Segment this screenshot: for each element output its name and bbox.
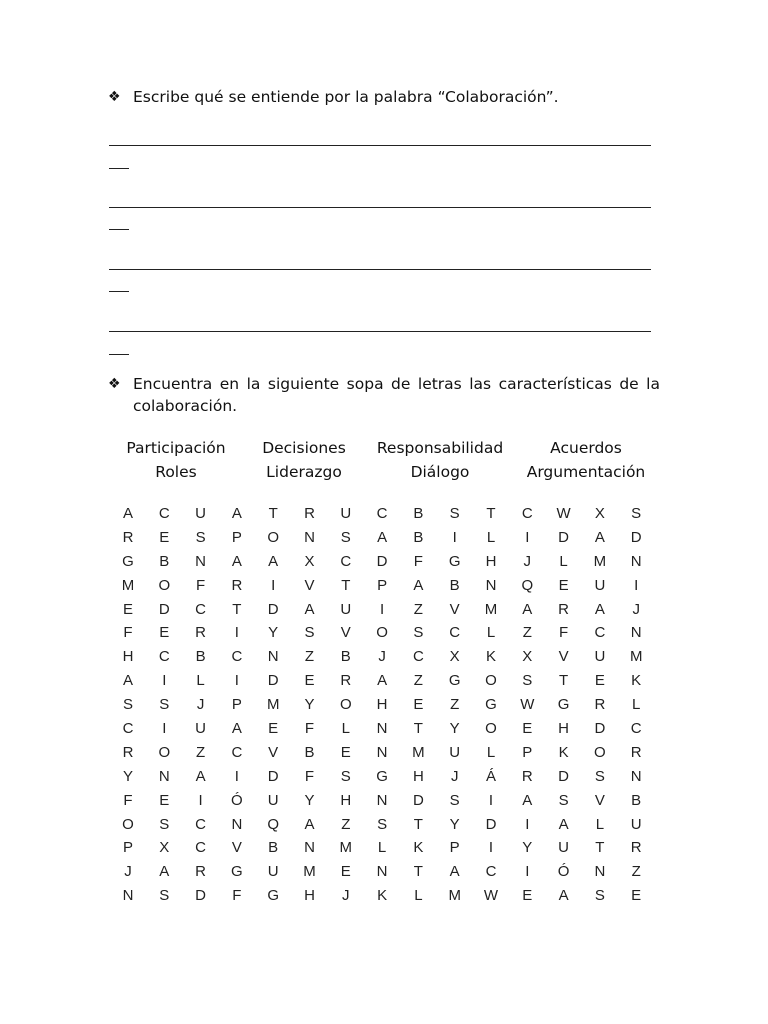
grid-letter[interactable]: S bbox=[340, 767, 351, 785]
grid-letter[interactable]: A bbox=[594, 600, 605, 618]
grid-letter[interactable]: P bbox=[449, 839, 460, 857]
grid-letter[interactable]: Z bbox=[413, 600, 423, 618]
grid-letter[interactable]: S bbox=[413, 624, 424, 642]
grid-letter[interactable]: O bbox=[594, 743, 606, 761]
grid-letter[interactable]: O bbox=[267, 528, 280, 546]
grid-row bbox=[110, 693, 660, 717]
grid-letter[interactable]: J bbox=[124, 863, 132, 881]
grid-letter[interactable]: G bbox=[122, 552, 134, 570]
grid-letter[interactable]: B bbox=[304, 743, 315, 761]
grid-letter[interactable]: A bbox=[413, 576, 424, 594]
grid-letter[interactable]: X bbox=[522, 648, 533, 666]
grid-letter[interactable]: C bbox=[195, 839, 207, 857]
grid-letter[interactable]: V bbox=[304, 576, 315, 594]
grid-letter[interactable]: P bbox=[231, 696, 242, 714]
grid-letter[interactable]: T bbox=[413, 720, 423, 738]
grid-letter[interactable]: A bbox=[449, 863, 460, 881]
grid-letter[interactable]: J bbox=[523, 552, 532, 570]
grid-letter[interactable]: W bbox=[483, 887, 499, 905]
grid-letter[interactable]: Y bbox=[522, 839, 533, 857]
grid-letter[interactable]: J bbox=[378, 648, 386, 666]
grid-letter[interactable]: C bbox=[158, 505, 170, 522]
grid-letter[interactable]: I bbox=[162, 672, 167, 690]
grid-letter[interactable]: U bbox=[449, 743, 461, 761]
grid-letter[interactable]: U bbox=[340, 600, 352, 618]
grid-letter[interactable]: T bbox=[341, 576, 351, 594]
grid-letter[interactable]: S bbox=[558, 791, 569, 809]
grid-letter[interactable]: S bbox=[449, 791, 460, 809]
grid-letter[interactable]: Y bbox=[122, 767, 133, 785]
grid-letter[interactable]: K bbox=[631, 672, 642, 690]
grid-letter[interactable]: T bbox=[595, 839, 605, 857]
grid-letter[interactable]: E bbox=[159, 791, 170, 809]
grid-letter[interactable]: I bbox=[234, 624, 239, 642]
word-bank-word: Liderazgo bbox=[266, 463, 342, 481]
grid-letter[interactable]: U bbox=[594, 648, 606, 666]
diamond-bullet-icon: ❖ bbox=[108, 376, 121, 392]
grid-letter[interactable]: E bbox=[159, 528, 170, 546]
grid-letter[interactable]: A bbox=[377, 672, 388, 690]
grid-letter[interactable]: V bbox=[558, 648, 569, 666]
grid-row bbox=[110, 502, 660, 526]
grid-letter[interactable]: K bbox=[413, 839, 424, 857]
grid-letter[interactable]: D bbox=[195, 887, 207, 905]
grid-letter[interactable]: V bbox=[268, 743, 279, 761]
word-search-grid bbox=[110, 502, 660, 908]
grid-letter[interactable]: S bbox=[195, 528, 206, 546]
grid-letter[interactable]: F bbox=[196, 576, 206, 594]
grid-letter[interactable]: U bbox=[267, 791, 279, 809]
grid-letter[interactable]: R bbox=[122, 528, 134, 546]
grid-letter[interactable]: O bbox=[339, 696, 352, 714]
grid-letter[interactable]: X bbox=[594, 505, 605, 522]
grid-letter[interactable]: R bbox=[630, 743, 642, 761]
grid-letter[interactable]: I bbox=[525, 815, 530, 833]
grid-letter[interactable]: F bbox=[559, 624, 569, 642]
grid-letter[interactable]: E bbox=[122, 600, 133, 618]
grid-letter[interactable]: S bbox=[594, 887, 605, 905]
grid-letter[interactable]: B bbox=[159, 552, 170, 570]
grid-letter[interactable]: V bbox=[449, 600, 460, 618]
grid-row bbox=[110, 574, 660, 598]
grid-letter[interactable]: J bbox=[632, 600, 640, 618]
grid-letter[interactable]: R bbox=[195, 863, 207, 881]
answer-line-2[interactable] bbox=[109, 207, 651, 208]
grid-letter[interactable]: G bbox=[376, 767, 388, 785]
grid-row bbox=[110, 598, 660, 622]
grid-letter[interactable]: L bbox=[632, 696, 641, 714]
grid-row bbox=[110, 765, 660, 789]
grid-letter[interactable]: N bbox=[376, 791, 388, 809]
grid-letter[interactable]: F bbox=[232, 887, 242, 905]
grid-letter[interactable]: E bbox=[268, 720, 279, 738]
word-bank-column bbox=[360, 436, 520, 484]
grid-letter[interactable]: Y bbox=[304, 791, 315, 809]
grid-letter[interactable]: R bbox=[630, 839, 642, 857]
grid-letter[interactable]: S bbox=[377, 815, 388, 833]
grid-letter[interactable]: I bbox=[488, 791, 494, 809]
grid-letter[interactable]: N bbox=[630, 552, 642, 570]
grid-letter[interactable]: Z bbox=[450, 696, 460, 714]
grid-letter[interactable]: L bbox=[595, 815, 605, 833]
grid-letter[interactable]: D bbox=[376, 552, 388, 570]
grid-letter[interactable]: U bbox=[195, 505, 207, 522]
grid-letter[interactable]: E bbox=[304, 672, 315, 690]
grid-letter[interactable]: I bbox=[380, 600, 385, 618]
grid-letter[interactable]: D bbox=[267, 672, 279, 690]
grid-letter[interactable]: C bbox=[521, 505, 533, 522]
grid-letter[interactable]: M bbox=[266, 696, 280, 714]
grid-letter[interactable]: J bbox=[450, 767, 459, 785]
grid-letter[interactable]: I bbox=[488, 839, 494, 857]
grid-row bbox=[110, 860, 660, 884]
grid-letter[interactable]: F bbox=[413, 552, 423, 570]
grid-letter[interactable]: F bbox=[304, 720, 315, 738]
grid-letter[interactable]: B bbox=[631, 791, 642, 809]
grid-letter[interactable]: I bbox=[452, 528, 457, 546]
grid-letter[interactable]: C bbox=[158, 648, 170, 666]
grid-letter[interactable]: C bbox=[594, 624, 606, 642]
grid-letter[interactable]: V bbox=[231, 839, 242, 857]
grid-letter[interactable]: E bbox=[522, 887, 533, 905]
grid-letter[interactable]: L bbox=[341, 720, 350, 738]
grid-letter[interactable]: V bbox=[340, 624, 351, 642]
grid-letter[interactable]: W bbox=[556, 505, 571, 522]
grid-letter[interactable]: Y bbox=[268, 624, 279, 642]
grid-letter[interactable]: Z bbox=[413, 672, 423, 690]
answer-line-1[interactable] bbox=[109, 145, 651, 146]
grid-letter[interactable]: O bbox=[485, 672, 497, 690]
grid-letter[interactable]: N bbox=[122, 887, 134, 905]
grid-letter[interactable]: T bbox=[268, 505, 278, 522]
grid-letter[interactable]: G bbox=[448, 552, 461, 570]
grid-letter[interactable]: I bbox=[234, 767, 239, 785]
answer-line-3-continuation bbox=[109, 291, 129, 292]
grid-letter[interactable]: B bbox=[413, 505, 424, 522]
grid-letter[interactable]: B bbox=[340, 648, 351, 666]
grid-letter[interactable]: A bbox=[304, 815, 315, 833]
word-bank-word: Participación bbox=[126, 439, 226, 457]
diamond-bullet-icon: ❖ bbox=[108, 89, 121, 105]
grid-letter[interactable]: D bbox=[267, 767, 279, 785]
question-1 bbox=[108, 86, 668, 108]
grid-letter[interactable]: C bbox=[630, 720, 642, 738]
grid-letter[interactable]: E bbox=[522, 720, 533, 738]
grid-letter[interactable]: Z bbox=[196, 743, 206, 761]
grid-letter[interactable]: Á bbox=[485, 767, 496, 785]
grid-letter[interactable]: O bbox=[122, 815, 134, 833]
grid-letter[interactable]: Y bbox=[449, 720, 460, 738]
grid-letter[interactable]: G bbox=[485, 696, 497, 714]
grid-letter[interactable]: K bbox=[558, 743, 569, 761]
grid-letter[interactable]: A bbox=[558, 815, 569, 833]
grid-letter[interactable]: Q bbox=[267, 815, 280, 833]
grid-letter[interactable]: H bbox=[122, 648, 134, 666]
grid-row bbox=[110, 526, 660, 550]
grid-letter[interactable]: Y bbox=[449, 815, 460, 833]
grid-letter[interactable]: L bbox=[486, 528, 496, 546]
grid-letter[interactable]: A bbox=[122, 672, 133, 690]
grid-letter[interactable]: P bbox=[231, 528, 242, 546]
grid-letter[interactable]: B bbox=[413, 528, 424, 546]
grid-letter[interactable]: H bbox=[558, 720, 570, 738]
grid-letter[interactable]: Z bbox=[341, 815, 351, 833]
grid-row bbox=[110, 884, 660, 908]
grid-letter[interactable]: E bbox=[159, 624, 170, 642]
grid-letter[interactable]: C bbox=[231, 743, 243, 761]
grid-letter[interactable]: G bbox=[557, 696, 570, 714]
grid-letter[interactable]: S bbox=[340, 528, 351, 546]
grid-letter[interactable]: X bbox=[449, 648, 460, 666]
grid-letter[interactable]: B bbox=[268, 839, 279, 857]
grid-letter[interactable]: Z bbox=[631, 863, 641, 881]
grid-letter[interactable]: S bbox=[122, 696, 133, 714]
question-1-text: Escribe qué se entiende por la palabra “Colaboración”. bbox=[133, 88, 559, 106]
grid-letter[interactable]: G bbox=[231, 863, 243, 881]
grid-row bbox=[110, 645, 660, 669]
grid-letter[interactable]: M bbox=[448, 887, 461, 905]
grid-letter[interactable]: M bbox=[412, 743, 425, 761]
grid-letter[interactable]: F bbox=[123, 624, 133, 642]
grid-letter[interactable]: C bbox=[412, 648, 424, 666]
grid-letter[interactable]: C bbox=[485, 863, 497, 881]
grid-letter[interactable]: R bbox=[558, 600, 570, 618]
grid-letter[interactable]: J bbox=[196, 696, 205, 714]
grid-letter[interactable]: I bbox=[198, 791, 203, 809]
grid-letter[interactable]: N bbox=[231, 815, 243, 833]
grid-letter[interactable]: F bbox=[123, 791, 133, 809]
grid-letter[interactable]: R bbox=[521, 767, 533, 785]
grid-row bbox=[110, 813, 660, 837]
grid-letter[interactable]: M bbox=[303, 863, 316, 881]
grid-letter[interactable]: U bbox=[630, 815, 642, 833]
grid-letter[interactable]: T bbox=[232, 600, 242, 618]
grid-letter[interactable]: D bbox=[558, 528, 570, 546]
grid-letter[interactable]: E bbox=[340, 863, 351, 881]
grid-letter[interactable]: T bbox=[486, 505, 496, 522]
grid-letter[interactable]: X bbox=[159, 839, 170, 857]
grid-letter[interactable]: C bbox=[122, 720, 134, 738]
grid-letter[interactable]: Z bbox=[522, 624, 532, 642]
grid-letter[interactable]: A bbox=[122, 505, 133, 522]
grid-letter[interactable]: K bbox=[377, 887, 388, 905]
grid-letter[interactable]: L bbox=[486, 624, 496, 642]
grid-letter[interactable]: J bbox=[342, 887, 350, 905]
grid-letter[interactable]: O bbox=[158, 743, 171, 761]
grid-row bbox=[110, 669, 660, 693]
grid-letter[interactable]: M bbox=[484, 600, 498, 618]
grid-letter[interactable]: D bbox=[594, 720, 606, 738]
grid-letter[interactable]: L bbox=[486, 743, 496, 761]
grid-letter[interactable]: I bbox=[162, 720, 167, 738]
grid-letter[interactable]: N bbox=[376, 743, 388, 761]
grid-letter[interactable]: P bbox=[377, 576, 388, 594]
answer-line-4-continuation bbox=[109, 354, 129, 355]
question-2 bbox=[108, 373, 660, 417]
grid-letter[interactable]: P bbox=[122, 839, 133, 857]
grid-letter[interactable]: U bbox=[594, 576, 606, 594]
word-bank-word: Argumentación bbox=[526, 463, 646, 481]
grid-letter[interactable]: R bbox=[594, 696, 606, 714]
grid-letter[interactable]: Y bbox=[304, 696, 315, 714]
grid-letter[interactable]: N bbox=[267, 648, 279, 666]
grid-letter[interactable]: M bbox=[629, 648, 643, 666]
grid-letter[interactable]: M bbox=[339, 839, 353, 857]
grid-letter[interactable]: N bbox=[630, 767, 642, 785]
grid-letter[interactable]: R bbox=[340, 672, 352, 690]
grid-letter[interactable]: A bbox=[231, 720, 242, 738]
grid-letter[interactable]: I bbox=[634, 576, 639, 594]
grid-letter[interactable]: R bbox=[231, 576, 243, 594]
answer-line-2-continuation bbox=[109, 229, 129, 230]
grid-letter[interactable]: A bbox=[231, 552, 242, 570]
grid-letter[interactable]: E bbox=[631, 887, 642, 905]
grid-letter[interactable]: L bbox=[414, 887, 423, 905]
grid-letter[interactable]: V bbox=[594, 791, 605, 809]
grid-letter[interactable]: S bbox=[304, 624, 315, 642]
grid-letter[interactable]: H bbox=[412, 767, 424, 785]
grid-letter[interactable]: D bbox=[558, 767, 570, 785]
word-bank-word: Decisiones bbox=[262, 439, 346, 457]
word-bank-column bbox=[506, 436, 666, 484]
grid-letter[interactable]: H bbox=[304, 887, 315, 905]
grid-letter[interactable]: S bbox=[159, 815, 170, 833]
grid-letter[interactable]: A bbox=[522, 791, 533, 809]
grid-letter[interactable]: D bbox=[412, 791, 424, 809]
grid-letter[interactable]: N bbox=[630, 624, 642, 642]
grid-letter[interactable]: N bbox=[304, 839, 315, 857]
grid-row bbox=[110, 789, 660, 813]
grid-letter[interactable]: Ó bbox=[231, 791, 243, 809]
answer-line-4[interactable] bbox=[109, 331, 651, 332]
grid-letter[interactable]: N bbox=[304, 528, 315, 546]
grid-letter[interactable]: O bbox=[158, 576, 171, 594]
word-bank bbox=[0, 436, 768, 488]
grid-letter[interactable]: N bbox=[376, 863, 388, 881]
grid-letter[interactable]: A bbox=[594, 528, 605, 546]
grid-letter[interactable]: E bbox=[340, 743, 351, 761]
grid-letter[interactable]: N bbox=[594, 863, 606, 881]
grid-letter[interactable]: Z bbox=[304, 648, 315, 666]
grid-letter[interactable]: T bbox=[413, 863, 423, 881]
grid-letter[interactable]: P bbox=[522, 743, 533, 761]
grid-letter[interactable]: U bbox=[340, 505, 352, 522]
grid-letter[interactable]: C bbox=[195, 815, 207, 833]
grid-letter[interactable]: B bbox=[195, 648, 206, 666]
grid-row bbox=[110, 741, 660, 765]
grid-letter[interactable]: B bbox=[449, 576, 460, 594]
grid-letter[interactable]: I bbox=[234, 672, 239, 690]
grid-letter[interactable]: G bbox=[448, 672, 461, 690]
question-2-text: Encuentra en la siguiente sopa de letras las características de la colaboración. bbox=[133, 375, 660, 415]
grid-letter[interactable]: H bbox=[485, 552, 497, 570]
grid-letter[interactable]: D bbox=[267, 600, 279, 618]
grid-letter[interactable]: S bbox=[594, 767, 605, 785]
grid-letter[interactable]: A bbox=[377, 528, 388, 546]
grid-letter[interactable]: C bbox=[195, 600, 207, 618]
grid-letter[interactable]: L bbox=[377, 839, 387, 857]
grid-letter[interactable]: L bbox=[196, 672, 205, 690]
grid-letter[interactable]: A bbox=[231, 505, 242, 522]
grid-letter[interactable]: A bbox=[195, 767, 206, 785]
grid-letter[interactable]: A bbox=[304, 600, 315, 618]
grid-letter[interactable]: L bbox=[559, 552, 568, 570]
grid-letter[interactable]: E bbox=[558, 576, 569, 594]
grid-letter[interactable]: N bbox=[195, 552, 207, 570]
grid-letter[interactable]: H bbox=[376, 696, 388, 714]
grid-letter[interactable]: R bbox=[195, 624, 207, 642]
grid-letter[interactable]: Q bbox=[521, 576, 534, 594]
grid-letter[interactable]: G bbox=[267, 887, 280, 905]
grid-letter[interactable]: C bbox=[231, 648, 243, 666]
grid-letter[interactable]: F bbox=[304, 767, 315, 785]
grid-letter[interactable]: I bbox=[525, 863, 530, 881]
grid-letter[interactable]: D bbox=[485, 815, 497, 833]
grid-letter[interactable]: E bbox=[594, 672, 605, 690]
grid-letter[interactable]: A bbox=[522, 600, 533, 618]
word-bank-word: Diálogo bbox=[410, 463, 470, 481]
grid-letter[interactable]: U bbox=[195, 720, 207, 738]
grid-letter[interactable]: U bbox=[267, 863, 279, 881]
grid-letter[interactable]: H bbox=[340, 791, 352, 809]
grid-letter[interactable]: X bbox=[304, 552, 315, 570]
grid-letter[interactable]: S bbox=[522, 672, 533, 690]
grid-letter[interactable]: C bbox=[449, 624, 461, 642]
grid-letter[interactable]: N bbox=[485, 576, 497, 594]
grid-letter[interactable]: A bbox=[558, 887, 569, 905]
grid-letter[interactable]: C bbox=[376, 505, 388, 522]
grid-letter[interactable]: D bbox=[158, 600, 170, 618]
grid-letter[interactable]: U bbox=[558, 839, 570, 857]
grid-letter[interactable]: R bbox=[122, 743, 134, 761]
grid-row bbox=[110, 621, 660, 645]
grid-letter[interactable]: S bbox=[159, 887, 170, 905]
grid-letter[interactable]: N bbox=[376, 720, 388, 738]
grid-letter[interactable]: M bbox=[121, 576, 135, 594]
grid-letter[interactable]: T bbox=[413, 815, 423, 833]
answer-line-3[interactable] bbox=[109, 269, 651, 270]
grid-letter[interactable]: M bbox=[593, 552, 607, 570]
grid-letter[interactable]: S bbox=[631, 505, 642, 522]
word-bank-word: Roles bbox=[155, 463, 197, 481]
grid-letter[interactable]: C bbox=[340, 552, 352, 570]
grid-letter[interactable]: R bbox=[304, 505, 315, 522]
grid-row bbox=[110, 717, 660, 741]
grid-letter[interactable]: N bbox=[158, 767, 170, 785]
grid-letter[interactable]: I bbox=[525, 528, 530, 546]
grid-letter[interactable]: S bbox=[159, 696, 170, 714]
grid-letter[interactable]: A bbox=[159, 863, 170, 881]
grid-letter[interactable]: D bbox=[630, 528, 642, 546]
grid-letter[interactable]: O bbox=[376, 624, 388, 642]
grid-letter[interactable]: T bbox=[559, 672, 569, 690]
grid-letter[interactable]: S bbox=[449, 505, 460, 522]
word-bank-word: Acuerdos bbox=[550, 439, 622, 457]
grid-letter[interactable]: A bbox=[268, 552, 279, 570]
grid-letter[interactable]: W bbox=[520, 696, 535, 714]
grid-letter[interactable]: K bbox=[485, 648, 496, 666]
grid-letter[interactable]: I bbox=[271, 576, 276, 594]
grid-row bbox=[110, 550, 660, 574]
grid-letter[interactable]: E bbox=[413, 696, 424, 714]
grid-row bbox=[110, 836, 660, 860]
answer-line-1-continuation bbox=[109, 168, 129, 169]
word-bank-word: Responsabilidad bbox=[376, 439, 504, 457]
grid-letter[interactable]: O bbox=[485, 720, 497, 738]
grid-letter[interactable]: Ó bbox=[557, 863, 570, 881]
